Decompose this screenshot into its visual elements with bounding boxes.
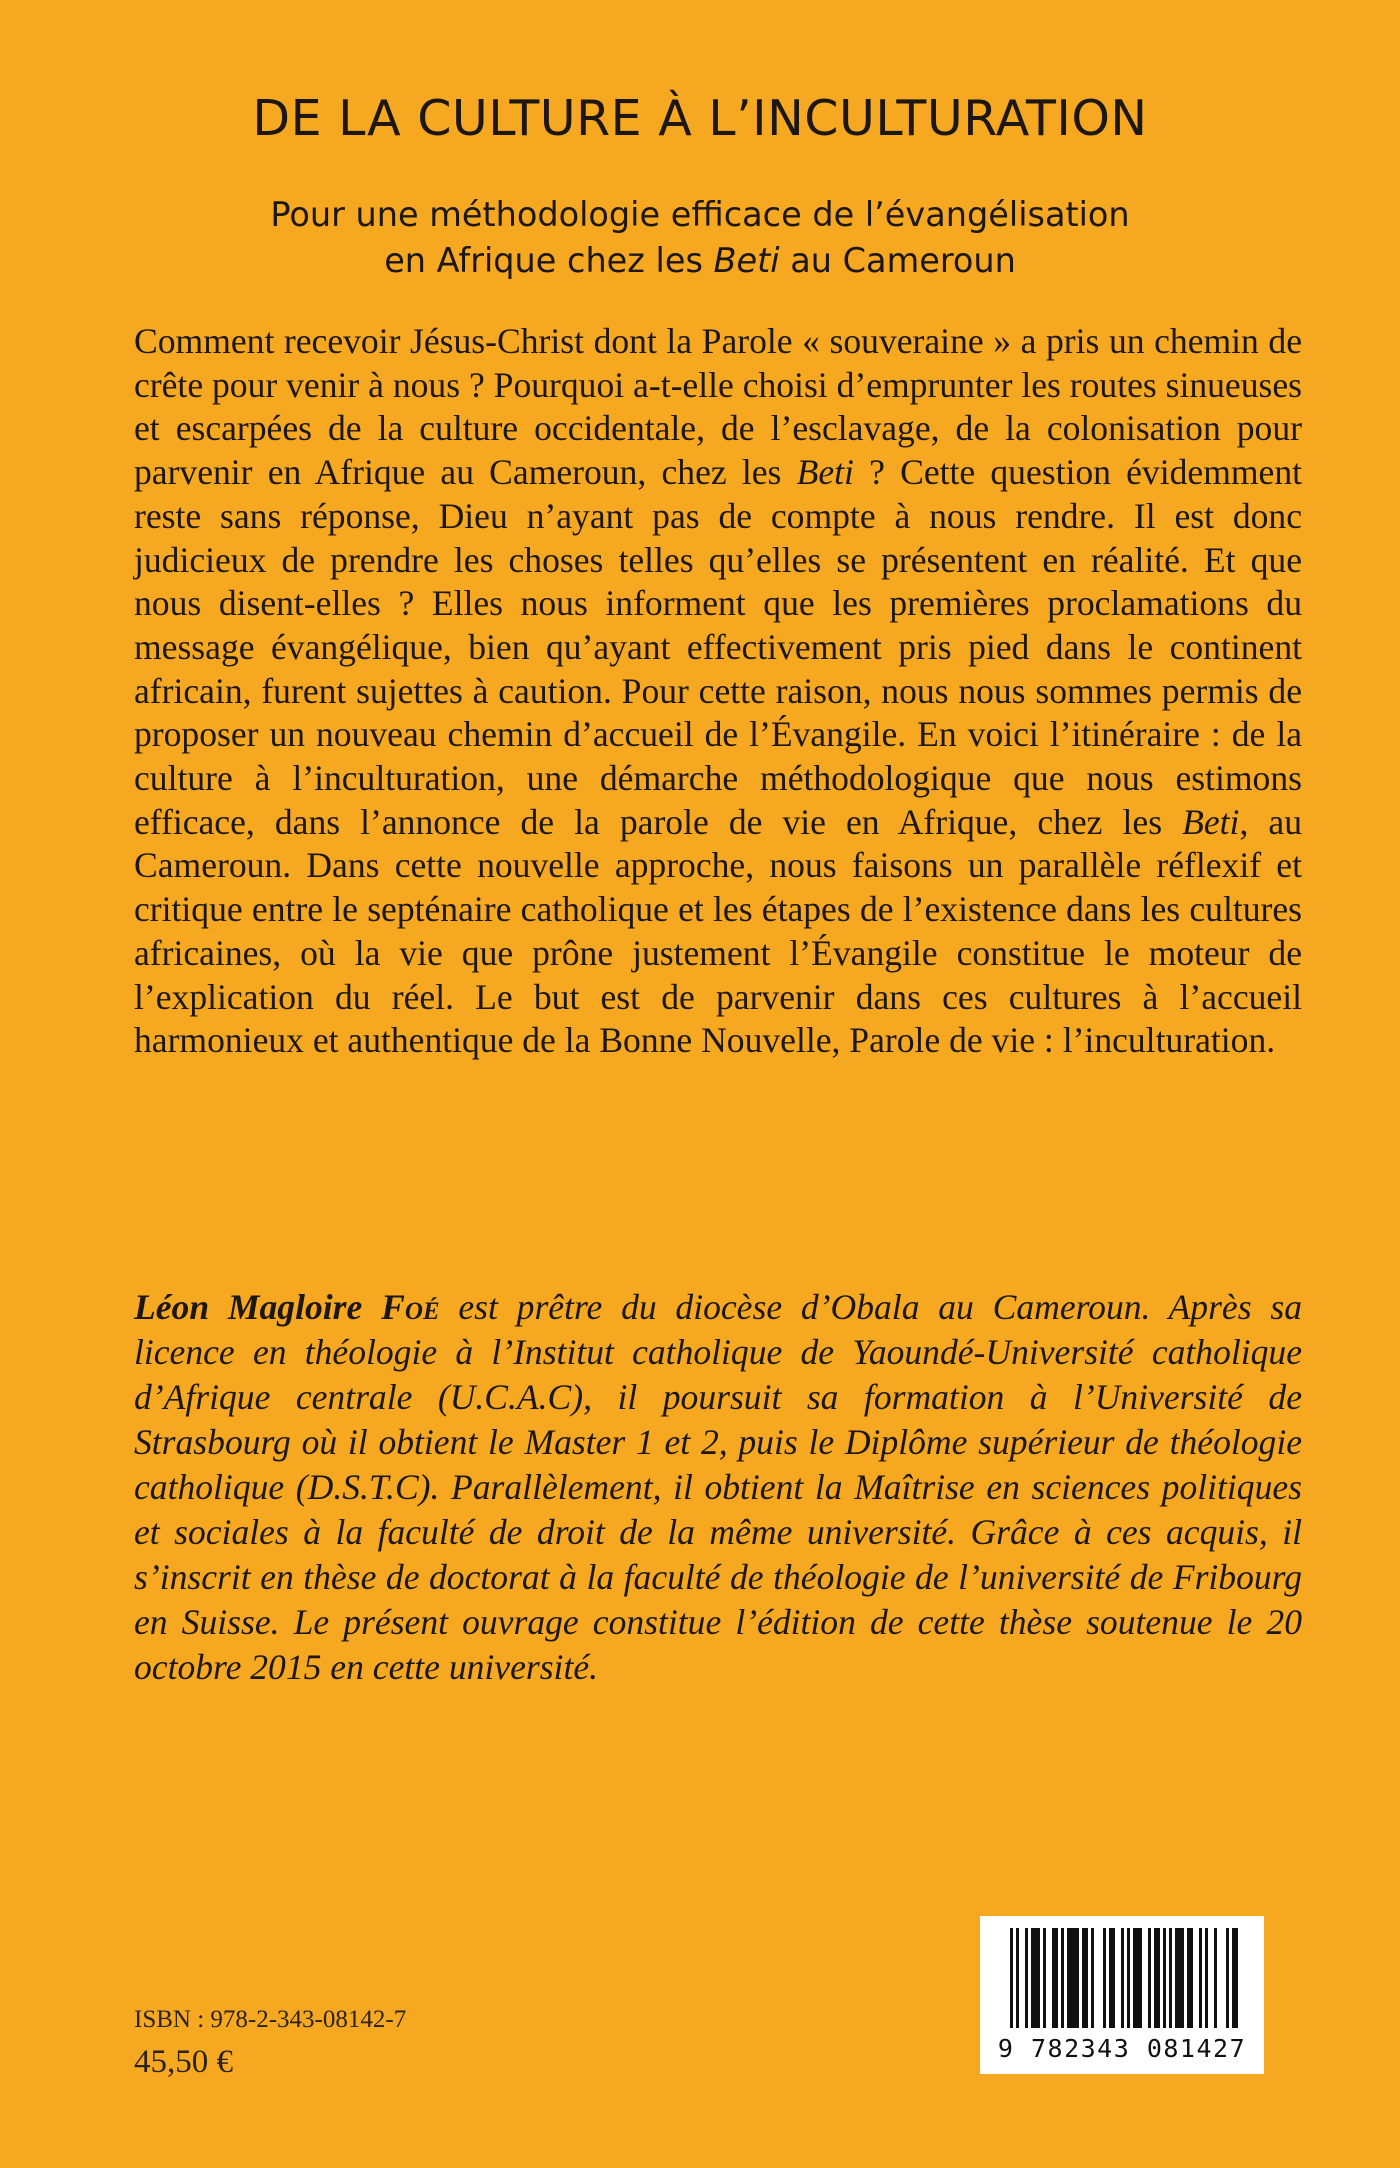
subtitle-line-2-start: en Afrique chez les — [384, 241, 714, 280]
barcode-bar — [1232, 1928, 1238, 2028]
barcode-bar — [1067, 1928, 1079, 2028]
barcode-bars — [980, 1916, 1264, 2036]
barcode-bar — [1010, 1928, 1013, 2028]
barcode-digits: 9 782343 081427 — [997, 2034, 1247, 2063]
author-bio — [134, 1285, 1302, 1690]
barcode-bar — [1121, 1928, 1124, 2028]
book-subtitle — [130, 192, 1270, 284]
barcode-bar — [1016, 1928, 1019, 2028]
barcode-bar — [1061, 1928, 1064, 2028]
barcode-bar — [1187, 1928, 1193, 2028]
barcode-bar — [1031, 1928, 1040, 2028]
barcode — [980, 1916, 1264, 2074]
barcode-bar — [1214, 1928, 1217, 2028]
barcode-bar — [1025, 1928, 1028, 2028]
subtitle-line-1: Pour une méthodologie efficace de l’évangélisation — [270, 195, 1130, 234]
price: 45,50 € — [134, 2044, 233, 2080]
barcode-bar — [1175, 1928, 1184, 2028]
barcode-bar — [1226, 1928, 1229, 2028]
blurb-part-1: Comment recevoir Jésus-Christ dont la Parole « souveraine » a pris un chemin de crête pour venir à nous ? Pourquoi a-t-elle choisi d’emprunter les routes sinueuses et escarpées de la culture occidentale, de l’esclavage, de la colonisation pour parvenir en Afrique au Cameroun, chez les — [134, 321, 1302, 493]
subtitle-line-2 — [130, 238, 1270, 284]
author-name: Léon Magloire — [134, 1287, 363, 1327]
blurb-part-3: , au Cameroun. Dans cette nouvelle approche, nous faisons un parallèle réflexif et critique entre le septénaire catholique et les étapes de l’existence dans les cultures africaines, où la vie que prône justement l’Évangile constitue le moteur de l’explication du réel. Le but est de parvenir dans ces cultures à l’accueil harmonieux et authentique de la Bonne Nouvelle, Parole de vie : l’inculturation. — [134, 801, 1302, 1061]
book-title: DE LA CULTURE À L’INCULTURATION — [252, 90, 1148, 147]
subtitle-line-2-end: au Cameroun — [779, 241, 1016, 280]
author-surname: Foé — [381, 1287, 440, 1327]
blurb-beti-1: Beti — [796, 452, 854, 493]
barcode-bar — [1052, 1928, 1058, 2028]
barcode-bar — [1043, 1928, 1046, 2028]
barcode-bar — [1103, 1928, 1106, 2028]
barcode-bar — [1199, 1928, 1202, 2028]
barcode-bar — [1133, 1928, 1142, 2028]
blurb-part-2: ? Cette question évidemment reste sans réponse, Dieu n’ayant pas de compte à nous rendre. Il est donc judicieux de prendre les choses telles qu’elles se présentent en réalité. Et que nous disent-elles ? Elles nous informent que les premières proclamations du message évangélique, bien qu’ayant effectivement pris pied dans le continent africain, furent sujettes à caution. Pour cette raison, nous nous sommes permis de proposer un nouveau chemin d’accueil de l’Évangile. En voici l’itinéraire : de la culture à l’inculturation, une démarche méthodologique que nous estimons efficace, dans l’annonce de la parole de vie en Afrique, chez les — [134, 452, 1303, 842]
isbn: ISBN : 978-2-343-08142-7 — [134, 2006, 407, 2033]
subtitle-beti: Beti — [713, 241, 780, 280]
barcode-bar — [1154, 1928, 1160, 2028]
barcode-bar — [1127, 1928, 1130, 2028]
book-blurb — [134, 320, 1302, 1063]
barcode-bar — [1148, 1928, 1151, 2028]
author-bio-text: est prêtre du diocèse d’Obala au Cameroun. Après sa licence en théologie à l’Institut catholique de Yaoundé-Université catholique d’Afrique centrale (U.C.A.C), il poursuit sa formation à l’Université de Strasbourg où il obtient le Master 1 et 2, puis le Diplôme supérieur de théologie catholique (D.S.T.C). Parallèlement, il obtient la Maîtrise en sciences politiques et sociales à la faculté de droit de la même université. Grâce à ces acquis, il s’inscrit en thèse de doctorat à la faculté de théologie de l’université de Fribourg en Suisse. Le présent ouvrage constitue l’édition de cette thèse soutenue le 20 octobre 2015 en cette université. — [134, 1287, 1302, 1687]
barcode-bar — [1169, 1928, 1172, 2028]
barcode-bar — [1205, 1928, 1208, 2028]
barcode-bar — [1109, 1928, 1115, 2028]
barcode-bar — [1091, 1928, 1094, 2028]
blurb-beti-2: Beti — [1182, 801, 1240, 842]
barcode-bar — [1082, 1928, 1088, 2028]
barcode-bar — [1163, 1928, 1166, 2028]
